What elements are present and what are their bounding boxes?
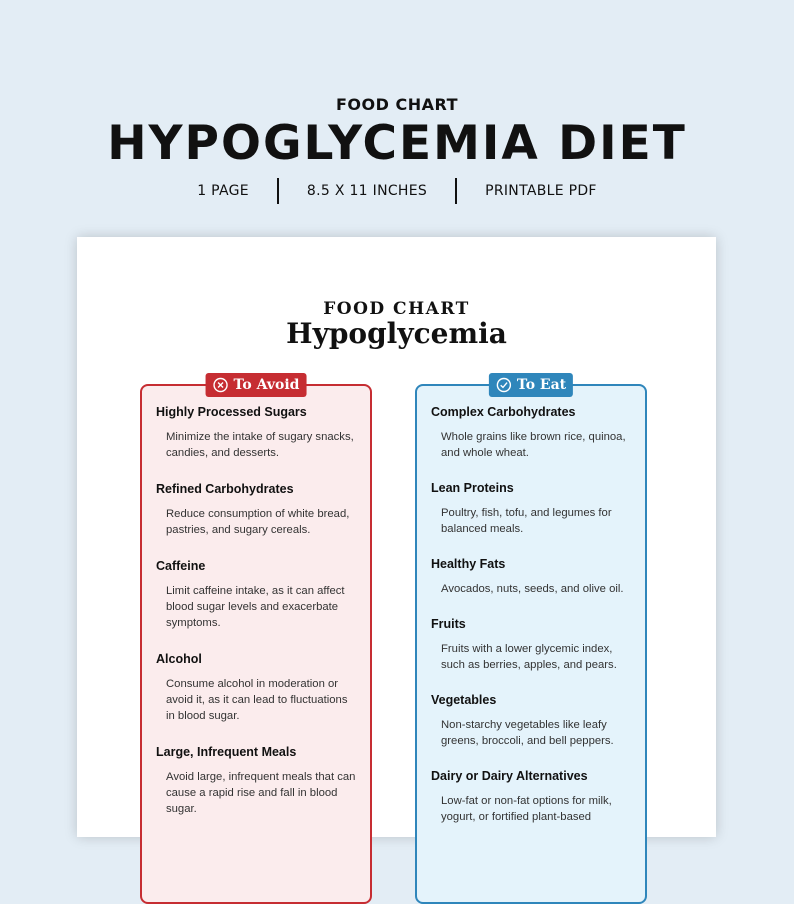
meta-pages: 1 PAGE — [197, 183, 249, 199]
list-item — [156, 559, 356, 631]
list-item — [156, 405, 356, 461]
list-item — [431, 617, 631, 673]
list-item — [156, 482, 356, 538]
item-desc: Low-fat or non-fat options for milk, yogurt, or fortified plant-based — [441, 795, 612, 823]
sheet-title: Hypoglycemia — [286, 317, 507, 350]
avoid-panel — [140, 377, 372, 904]
list-item — [156, 652, 356, 724]
item-title: Caffeine — [156, 559, 206, 573]
item-title: Highly Processed Sugars — [156, 405, 307, 419]
eat-list — [431, 405, 631, 825]
item-desc: Avoid large, infrequent meals that can cause a rapid rise and fall in blood sugar. — [166, 771, 356, 815]
item-desc: Minimize the intake of sugary snacks, candies, and desserts. — [166, 431, 354, 459]
eat-panel — [415, 377, 647, 904]
list-item — [431, 481, 631, 537]
item-desc: Consume alcohol in moderation or avoid it, as it can lead to fluctuations in blood sugar. — [166, 678, 348, 722]
item-title: Dairy or Dairy Alternatives — [431, 769, 588, 783]
item-desc: Avocados, nuts, seeds, and olive oil. — [441, 583, 624, 595]
eat-tag — [489, 373, 573, 397]
item-title: Alcohol — [156, 652, 202, 666]
item-title: Fruits — [431, 617, 466, 631]
item-title: Refined Carbohydrates — [156, 482, 294, 496]
list-item — [156, 745, 356, 817]
avoid-tag — [206, 373, 307, 397]
page-title: HYPOGLYCEMIA DIET — [107, 116, 687, 171]
list-item — [431, 557, 631, 597]
list-item — [431, 769, 631, 825]
item-desc: Reduce consumption of white bread, pastries, and sugary cereals. — [166, 508, 350, 536]
avoid-label: To Avoid — [233, 377, 300, 393]
item-title: Complex Carbohydrates — [431, 405, 576, 419]
meta-size: 8.5 X 11 INCHES — [306, 183, 428, 199]
item-desc: Whole grains like brown rice, quinoa, and whole wheat. — [441, 431, 626, 459]
meta-bar — [0, 178, 794, 204]
sheet-kicker: FOOD CHART — [323, 299, 470, 319]
header-kicker: FOOD CHART — [335, 95, 458, 114]
item-title: Lean Proteins — [431, 481, 514, 495]
avoid-list — [156, 405, 356, 817]
item-desc: Non-starchy vegetables like leafy greens, broccoli, and bell peppers. — [441, 719, 614, 747]
list-item — [431, 693, 631, 749]
meta-format: PRINTABLE PDF — [485, 183, 597, 199]
item-title: Large, Infrequent Meals — [156, 745, 297, 759]
check-circle-icon — [496, 377, 512, 393]
item-title: Vegetables — [431, 693, 497, 707]
eat-label: To Eat — [516, 377, 567, 393]
list-item — [431, 405, 631, 461]
item-desc: Limit caffeine intake, as it can affect blood sugar levels and exacerbate symptoms. — [166, 585, 345, 629]
item-title: Healthy Fats — [431, 557, 506, 571]
chart-sheet — [77, 237, 716, 837]
item-desc: Poultry, fish, tofu, and legumes for balanced meals. — [441, 507, 612, 535]
x-circle-icon — [213, 377, 229, 393]
item-desc: Fruits with a lower glycemic index, such as berries, apples, and pears. — [441, 643, 617, 671]
